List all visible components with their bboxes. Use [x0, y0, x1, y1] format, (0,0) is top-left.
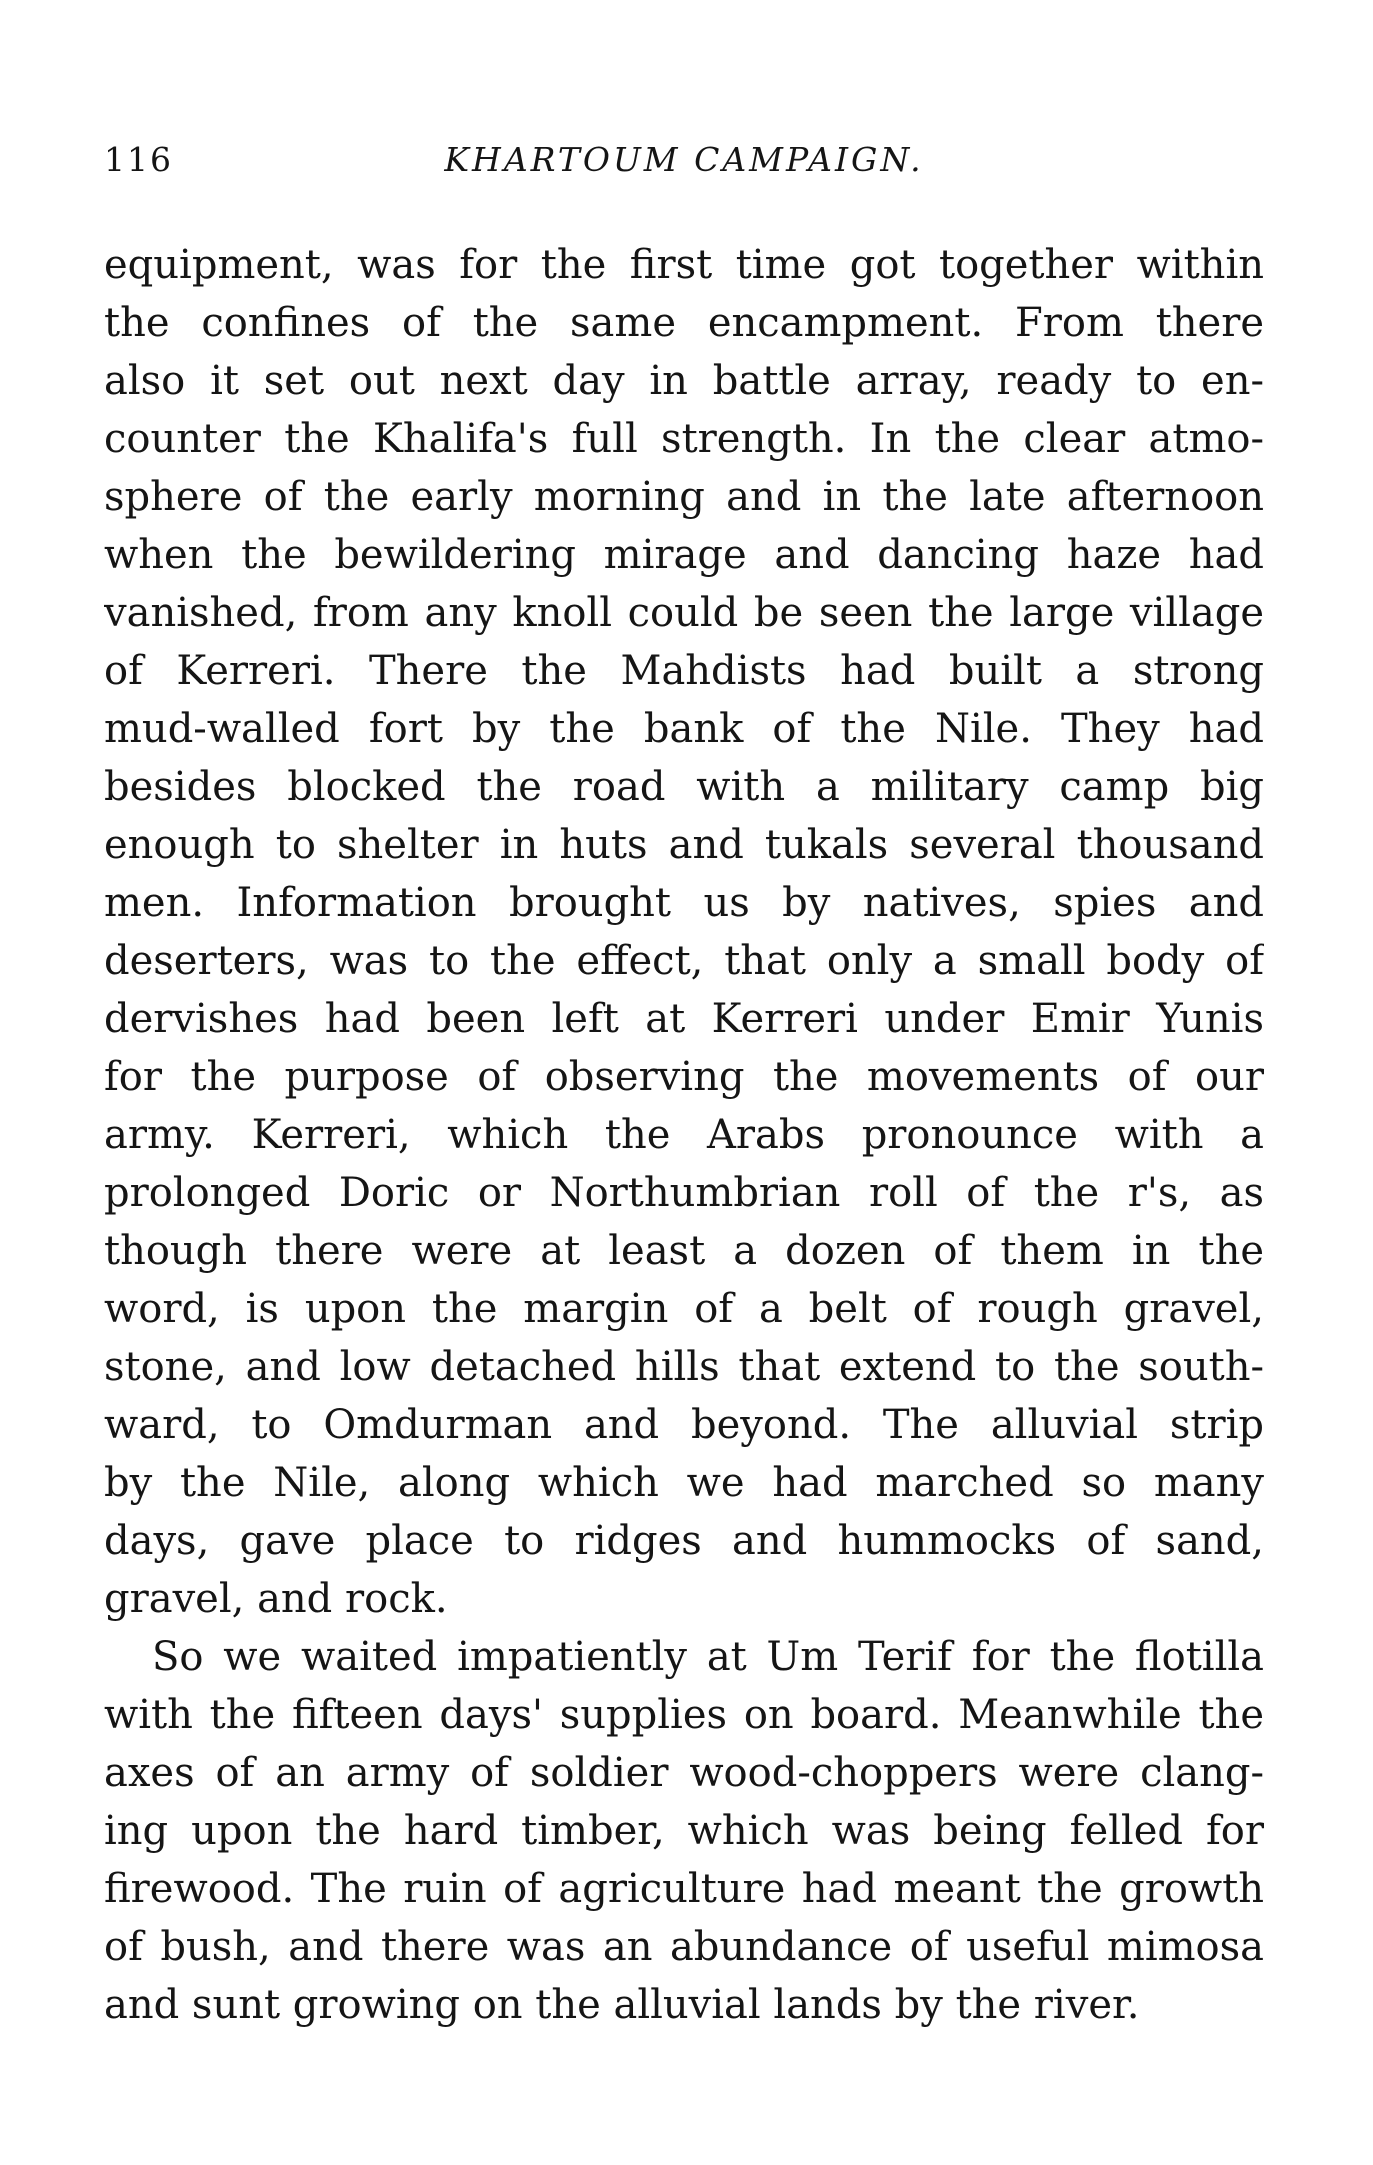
text-line: with the fifteen days' supplies on board. Meanwhile the: [104, 1692, 1264, 1738]
text-line: by the Nile, along which we had marched so many: [104, 1460, 1264, 1506]
text-line: the confines of the same encampment. From there: [104, 300, 1264, 346]
text-line: also it set out next day in battle array, ready to en-: [104, 358, 1264, 404]
text-line: ward, to Omdurman and beyond. The alluvial strip: [104, 1402, 1264, 1448]
text-line: prolonged Doric or Northumbrian roll of the r's, as: [104, 1170, 1264, 1216]
text-line: when the bewildering mirage and dancing haze had: [104, 532, 1264, 578]
text-line: sphere of the early morning and in the late afternoon: [104, 474, 1264, 520]
text-line: enough to shelter in huts and tukals several thousand: [104, 822, 1264, 868]
text-line: So we waited impatiently at Um Terif for the flotilla: [152, 1634, 1264, 1680]
text-line: besides blocked the road with a military camp big: [104, 764, 1264, 810]
text-line: though there were at least a dozen of them in the: [104, 1228, 1264, 1274]
text-line: stone, and low detached hills that extend to the south-: [104, 1344, 1264, 1390]
text-line: firewood. The ruin of agriculture had meant the growth: [104, 1866, 1264, 1912]
text-line: days, gave place to ridges and hummocks of sand,: [104, 1518, 1264, 1564]
text-line: ing upon the hard timber, which was being felled for: [104, 1808, 1264, 1854]
text-line: and sunt growing on the alluvial lands by the river.: [104, 1982, 1140, 2028]
text-line: gravel, and rock.: [104, 1576, 448, 1622]
text-line: deserters, was to the effect, that only a small body of: [104, 938, 1264, 984]
text-line: army. Kerreri, which the Arabs pronounce with a: [104, 1112, 1264, 1158]
text-line: of Kerreri. There the Mahdists had built a strong: [104, 648, 1264, 694]
text-line: of bush, and there was an abundance of useful mimosa: [104, 1924, 1264, 1970]
text-line: counter the Khalifa's full strength. In the clear atmo-: [104, 416, 1264, 462]
text-line: word, is upon the margin of a belt of rough gravel,: [104, 1286, 1264, 1332]
text-line: equipment, was for the first time got together within: [104, 242, 1264, 288]
running-head: [104, 140, 1264, 190]
page-number: 116: [104, 140, 173, 179]
running-title: KHARTOUM CAMPAIGN.: [444, 140, 924, 179]
text-line: axes of an army of soldier wood-choppers were clang-: [104, 1750, 1264, 1796]
text-line: dervishes had been left at Kerreri under Emir Yunis: [104, 996, 1264, 1042]
text-line: men. Information brought us by natives, spies and: [104, 880, 1264, 926]
text-line: for the purpose of observing the movements of our: [104, 1054, 1264, 1100]
text-line: mud-walled fort by the bank of the Nile. They had: [104, 706, 1264, 752]
text-line: vanished, from any knoll could be seen the large village: [104, 590, 1264, 636]
body-text: [104, 236, 1264, 2034]
paragraph-1: [104, 236, 1264, 1628]
paragraph-2: [104, 1628, 1264, 2034]
